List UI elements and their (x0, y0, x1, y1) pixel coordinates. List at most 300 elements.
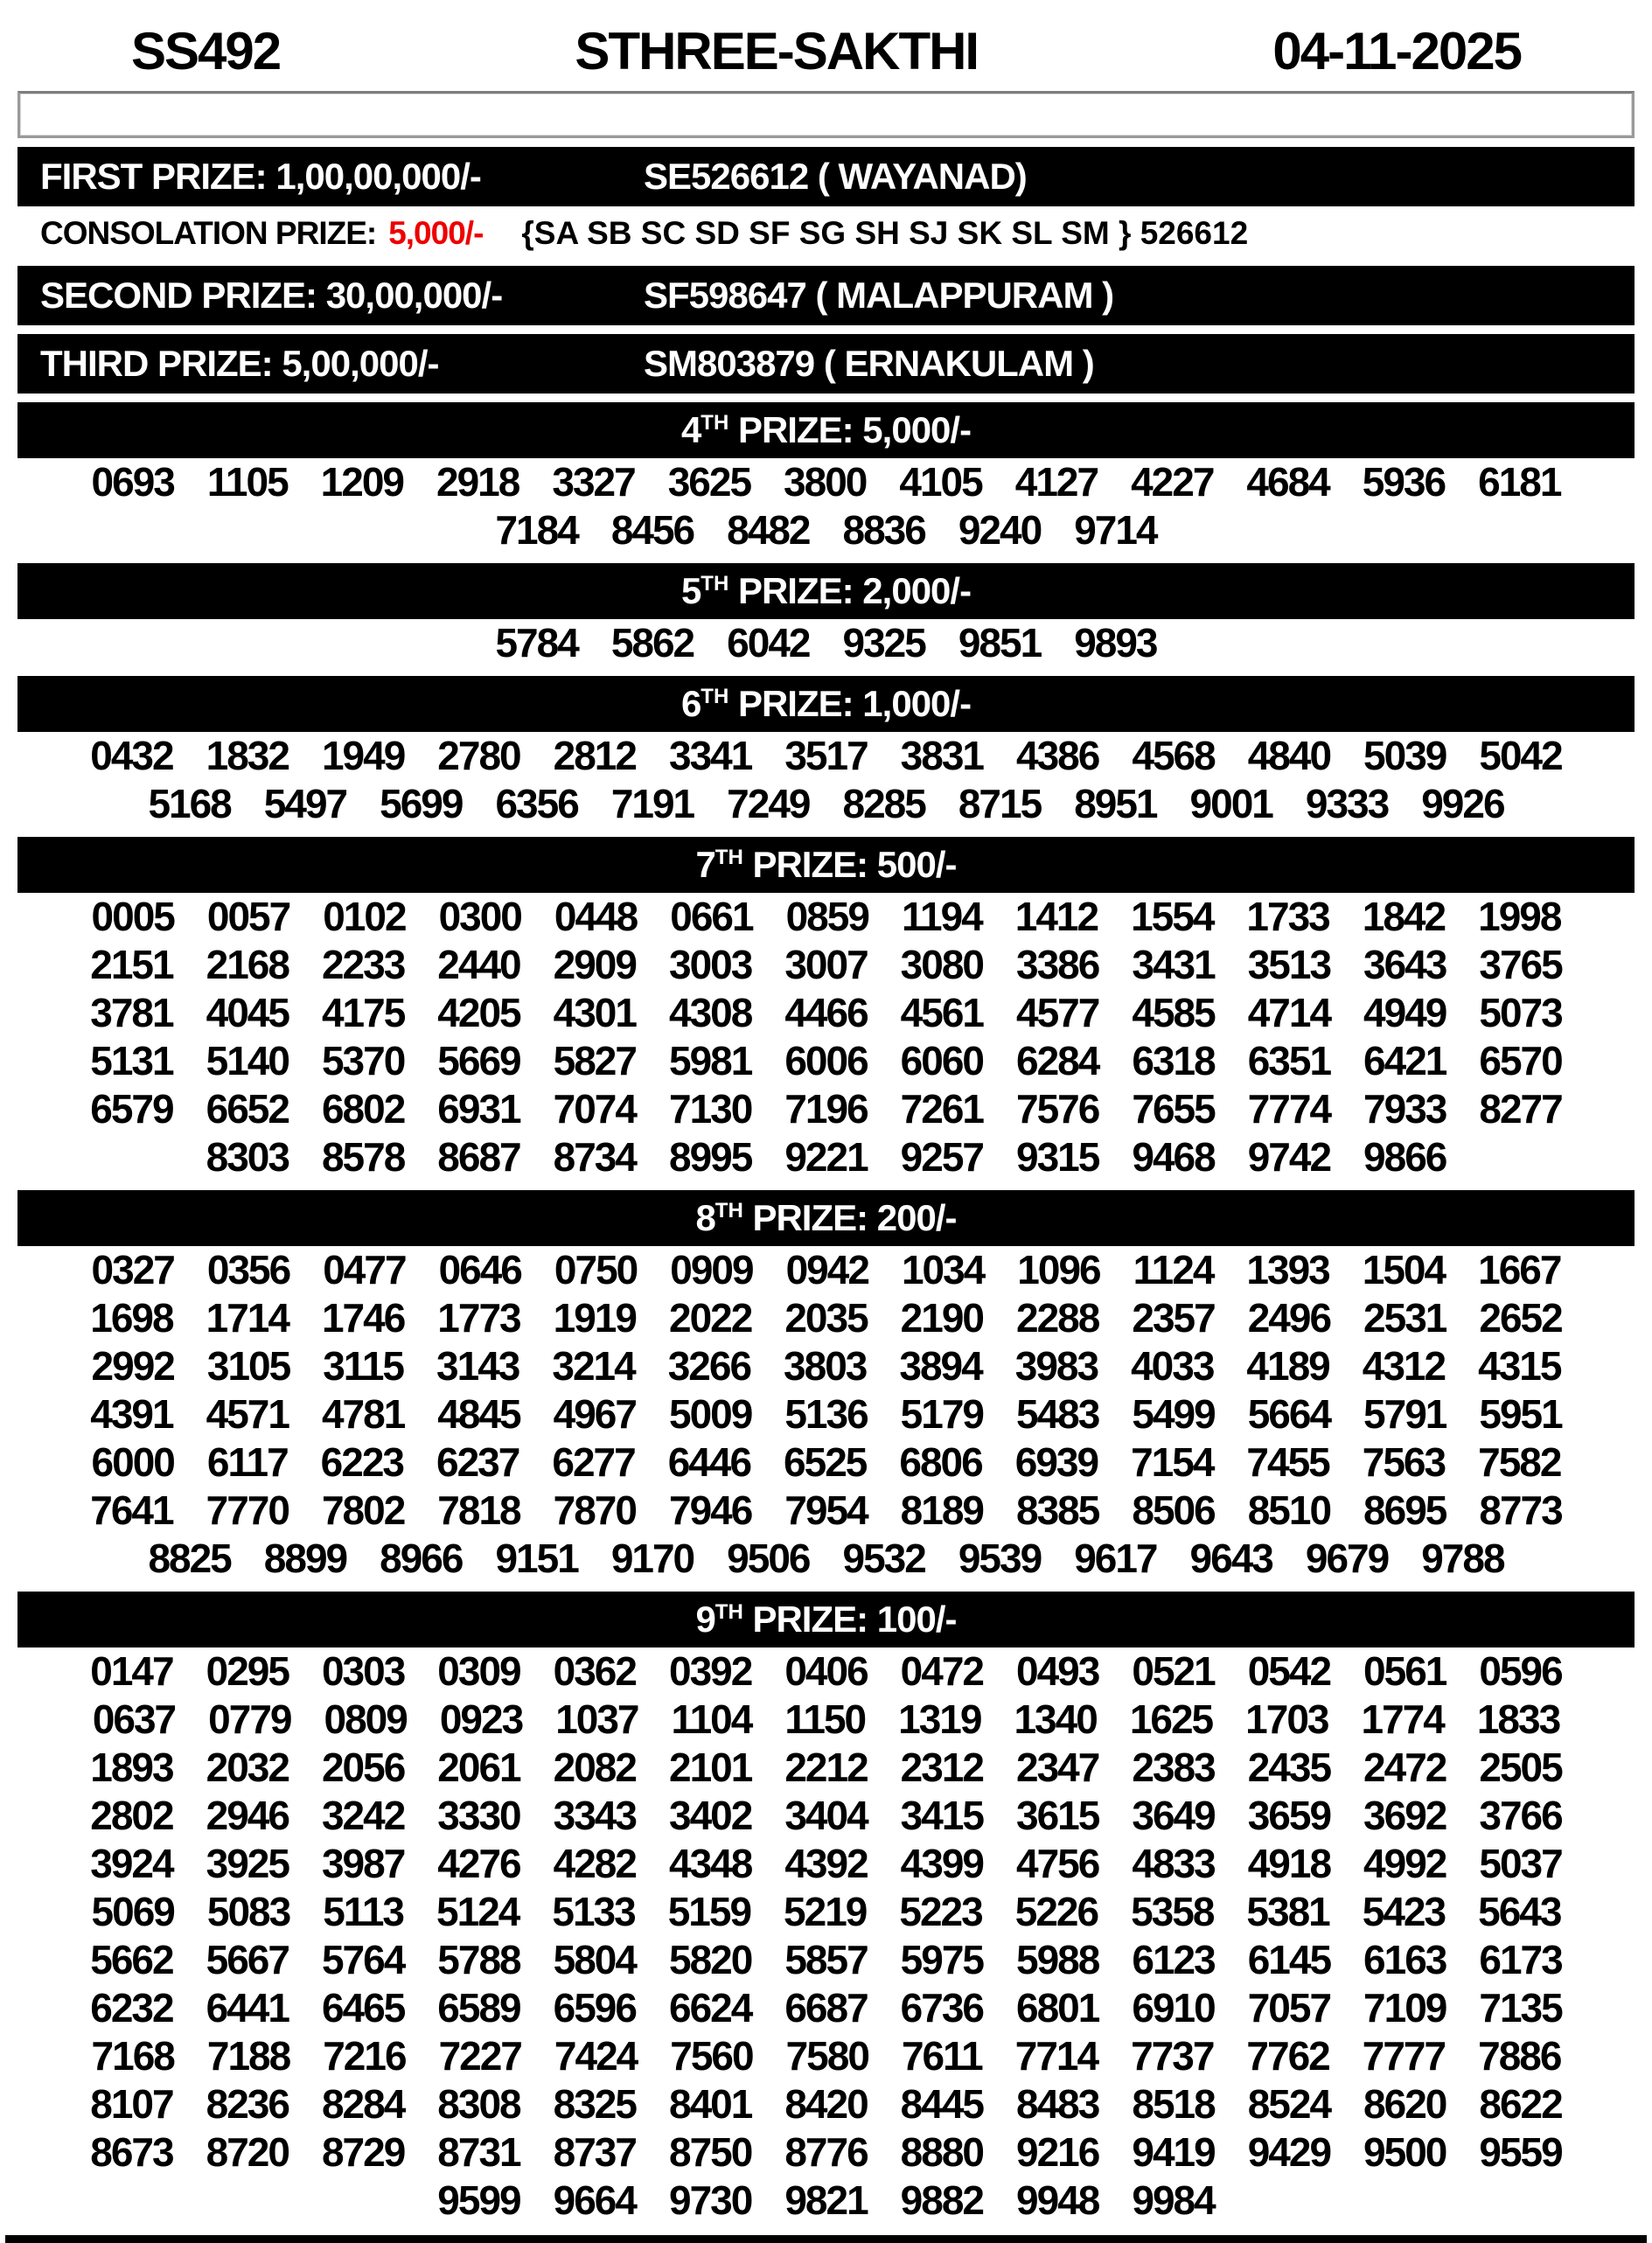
prize-number: 4571 (206, 1391, 289, 1437)
prize-number: 4585 (1132, 990, 1215, 1035)
prize-number: 7109 (1363, 1985, 1446, 2031)
prize-number: 7191 (610, 781, 694, 826)
prize-number: 6801 (1016, 1985, 1099, 2031)
prize-number: 8715 (958, 781, 1042, 826)
prize-number: 4127 (1014, 459, 1098, 505)
prize-number: 5370 (321, 1038, 405, 1083)
prize-number: 1034 (901, 1247, 985, 1292)
number-row (0, 2177, 1652, 2225)
prize-number: 6284 (1016, 1038, 1099, 1083)
prize-number: 3143 (436, 1343, 519, 1389)
prize-number: 2061 (437, 1745, 520, 1790)
prize-number: 5483 (1016, 1391, 1099, 1437)
prize-number: 3214 (552, 1343, 635, 1389)
prize-number: 6441 (206, 1985, 289, 2031)
prize-number: 3341 (668, 733, 752, 778)
tier-ordinal-suffix: TH (714, 1199, 743, 1223)
prize-number: 9617 (1074, 1536, 1157, 1581)
prize-number: 9643 (1189, 1536, 1272, 1581)
tier-header (17, 676, 1635, 732)
prize-number: 1949 (321, 733, 405, 778)
prize-number: 2652 (1479, 1295, 1562, 1341)
prize-number: 1625 (1129, 1696, 1213, 1742)
prize-number: 4840 (1247, 733, 1331, 778)
prize-number: 9221 (784, 1134, 868, 1180)
prize-number: 7074 (553, 1086, 636, 1132)
prize-number: 3649 (1132, 1793, 1215, 1838)
prize-number: 8776 (784, 2129, 868, 2175)
prize-number: 1037 (555, 1696, 638, 1742)
consolation-row (0, 206, 1652, 257)
prize-number: 4568 (1132, 733, 1215, 778)
prize-number: 4189 (1246, 1343, 1329, 1389)
prize-number: 5804 (553, 1937, 636, 1982)
tier-ordinal: 8 (695, 1197, 715, 1238)
prize-number: 5791 (1363, 1391, 1446, 1437)
prize-number: 8285 (842, 781, 925, 826)
prize-number: 6351 (1247, 1038, 1331, 1083)
tier-ordinal-suffix: TH (701, 572, 729, 596)
prize-number: 1319 (898, 1696, 981, 1742)
prize-number: 5083 (206, 1889, 290, 1934)
prize-number: 5497 (263, 781, 347, 826)
prize-number: 7196 (784, 1086, 868, 1132)
prize-number: 1340 (1014, 1696, 1097, 1742)
tier-label: PRIZE: 100/- (742, 1599, 957, 1640)
prize-number: 0472 (900, 1648, 984, 1694)
prize-number: 9866 (1363, 1134, 1446, 1180)
prize-number: 4315 (1478, 1343, 1561, 1389)
prize-number: 2056 (321, 1745, 405, 1790)
prize-number: 7714 (1014, 2033, 1098, 2079)
prize-number: 3003 (668, 942, 752, 987)
prize-number: 8836 (842, 507, 925, 553)
prize-number: 2780 (437, 733, 520, 778)
prize-number: 5136 (784, 1391, 868, 1437)
prize-number: 6939 (1014, 1439, 1098, 1485)
number-row (0, 1438, 1652, 1487)
prize-number: 1774 (1361, 1696, 1444, 1742)
prize-number: 1714 (206, 1295, 289, 1341)
prize-number: 8825 (148, 1536, 231, 1581)
prize-number: 7946 (668, 1487, 752, 1533)
prize-number: 9419 (1132, 2129, 1215, 2175)
prize-number: 0779 (208, 1696, 291, 1742)
prize-number: 9257 (900, 1134, 984, 1180)
prize-number: 1842 (1362, 894, 1446, 939)
prize-number: 2505 (1479, 1745, 1562, 1790)
prize-number: 7582 (1478, 1439, 1561, 1485)
prize-number: 6232 (90, 1985, 173, 2031)
number-row (0, 1840, 1652, 1888)
prize-number: 2946 (206, 1793, 289, 1838)
number-row (0, 1133, 1652, 1181)
number-row (0, 1792, 1652, 1840)
prize-number: 4227 (1131, 459, 1214, 505)
prize-number: 8483 (1016, 2081, 1099, 2127)
prize-number: 4756 (1016, 1841, 1099, 1886)
prize-number: 7563 (1362, 1439, 1446, 1485)
prize-number: 0561 (1363, 1648, 1446, 1694)
prize-number: 3615 (1016, 1793, 1099, 1838)
prize-number: 6910 (1132, 1985, 1215, 2031)
prize-number: 5131 (90, 1038, 173, 1083)
prize-number: 5223 (899, 1889, 982, 1934)
prize-number: 0493 (1016, 1648, 1099, 1694)
prize-number: 9539 (958, 1536, 1042, 1581)
prize-number: 5069 (91, 1889, 174, 1934)
prize-number: 1919 (553, 1295, 636, 1341)
prize-number: 0102 (323, 894, 406, 939)
tier-label: PRIZE: 1,000/- (728, 683, 972, 724)
prize-number: 1746 (321, 1295, 405, 1341)
prize-number: 7641 (90, 1487, 173, 1533)
prize-number: 6173 (1479, 1937, 1562, 1982)
prize-number: 2312 (900, 1745, 984, 1790)
prize-number: 4833 (1132, 1841, 1215, 1886)
number-row (0, 458, 1652, 506)
number-row (0, 506, 1652, 554)
prize-number: 8277 (1479, 1086, 1562, 1132)
prize-number: 1733 (1246, 894, 1329, 939)
second-prize-bar (17, 266, 1635, 325)
prize-number: 5784 (495, 620, 578, 665)
prize-number: 9821 (784, 2177, 868, 2223)
prize-number: 3987 (321, 1841, 405, 1886)
prize-number: 6624 (668, 1985, 752, 2031)
number-row (0, 1984, 1652, 2032)
prize-number: 5226 (1014, 1889, 1098, 1934)
number-row (0, 1342, 1652, 1390)
prize-number: 4967 (553, 1391, 636, 1437)
prize-number: 3402 (668, 1793, 752, 1838)
prize-number: 9948 (1016, 2177, 1099, 2223)
prize-number: 8620 (1363, 2081, 1446, 2127)
prize-number: 7886 (1478, 2033, 1561, 2079)
prize-number: 7802 (321, 1487, 405, 1533)
tier-header (17, 402, 1635, 458)
consolation-label: CONSOLATION PRIZE: (40, 215, 377, 251)
prize-number: 6223 (320, 1439, 404, 1485)
prize-number: 9882 (900, 2177, 984, 2223)
prize-number: 0637 (92, 1696, 176, 1742)
prize-number: 7818 (437, 1487, 520, 1533)
prize-number: 1194 (901, 894, 982, 939)
prize-number: 5124 (436, 1889, 519, 1934)
prize-number: 0362 (553, 1648, 636, 1694)
prize-number: 8737 (553, 2129, 636, 2175)
first-prize-ticket: SE526612 ( WAYANAD) (644, 156, 1027, 197)
lottery-title: STHREE-SAKTHI (575, 22, 979, 80)
prize-number: 6596 (553, 1985, 636, 2031)
prize-number: 0057 (206, 894, 290, 939)
prize-number: 1698 (90, 1295, 173, 1341)
prize-number: 0542 (1247, 1648, 1331, 1694)
prize-number: 0392 (668, 1648, 752, 1694)
prize-number: 6802 (321, 1086, 405, 1132)
tier-header (17, 837, 1635, 893)
prize-number: 5037 (1479, 1841, 1562, 1886)
prize-number: 6446 (667, 1439, 751, 1485)
prize-number: 5009 (668, 1391, 752, 1437)
prize-number: 2812 (553, 733, 636, 778)
tier-label: PRIZE: 5,000/- (728, 409, 972, 450)
prize-number: 5951 (1479, 1391, 1562, 1437)
prize-number: 2212 (784, 1745, 868, 1790)
prize-number: 2035 (784, 1295, 868, 1341)
prize-number: 4386 (1016, 733, 1099, 778)
prize-number: 3330 (437, 1793, 520, 1838)
prize-number: 8456 (610, 507, 694, 553)
tier-ordinal: 4 (680, 409, 701, 450)
prize-number: 4918 (1247, 1841, 1331, 1886)
empty-marquee-box (17, 91, 1635, 138)
prize-number: 4684 (1246, 459, 1329, 505)
prize-number: 9599 (437, 2177, 520, 2223)
prize-number: 2190 (900, 1295, 984, 1341)
prize-number: 7560 (670, 2033, 753, 2079)
number-row (0, 1390, 1652, 1438)
prize-number: 6000 (91, 1439, 174, 1485)
prize-number: 9851 (958, 620, 1042, 665)
prize-number: 7135 (1479, 1985, 1562, 2031)
prize-number: 6060 (900, 1038, 984, 1083)
prize-number: 3894 (899, 1343, 982, 1389)
prize-number: 3766 (1479, 1793, 1562, 1838)
prize-number: 8524 (1247, 2081, 1331, 2127)
prize-number: 2992 (91, 1343, 174, 1389)
second-prize-ticket: SF598647 ( MALAPPURAM ) (644, 275, 1114, 316)
prize-number: 5381 (1246, 1889, 1329, 1934)
prize-number: 8518 (1132, 2081, 1215, 2127)
prize-number: 2918 (436, 459, 519, 505)
bottom-rule (5, 2235, 1647, 2243)
prize-number: 4399 (900, 1841, 984, 1886)
prize-number: 3105 (206, 1343, 290, 1389)
prize-number: 7216 (323, 2033, 406, 2079)
prize-number: 3327 (552, 459, 635, 505)
prize-number: 2496 (1247, 1295, 1331, 1341)
prize-number: 2032 (206, 1745, 289, 1790)
draw-number: SS492 (131, 22, 281, 80)
prize-number: 7249 (727, 781, 810, 826)
prize-number: 7227 (438, 2033, 521, 2079)
prize-number: 0448 (554, 894, 638, 939)
prize-tier-8th (0, 1190, 1652, 1583)
prize-number: 0693 (91, 459, 174, 505)
prize-number: 5219 (784, 1889, 867, 1934)
prize-number: 3404 (784, 1793, 868, 1838)
prize-number: 8673 (90, 2129, 173, 2175)
prize-number: 0005 (91, 894, 174, 939)
prize-number: 5140 (206, 1038, 289, 1083)
first-prize-bar (17, 147, 1635, 206)
prize-number: 5862 (610, 620, 694, 665)
prize-number: 8284 (321, 2081, 405, 2127)
prize-number: 1150 (784, 1696, 866, 1742)
prize-number: 6123 (1132, 1937, 1215, 1982)
prize-number: 2101 (668, 1745, 752, 1790)
prize-number: 0661 (670, 894, 753, 939)
prize-number: 8899 (263, 1536, 347, 1581)
prize-number: 6525 (784, 1439, 867, 1485)
third-prize-bar (17, 334, 1635, 394)
prize-number: 0596 (1479, 1648, 1562, 1694)
prize-number: 2472 (1363, 1745, 1446, 1790)
prize-number: 8420 (784, 2081, 868, 2127)
prize-number: 0327 (91, 1247, 174, 1292)
prize-number: 2531 (1363, 1295, 1446, 1341)
prize-number: 7870 (553, 1487, 636, 1533)
prize-number: 4282 (553, 1841, 636, 1886)
prize-number: 2802 (90, 1793, 173, 1838)
prize-number: 7424 (554, 2033, 638, 2079)
prize-number: 9559 (1479, 2129, 1562, 2175)
prize-number: 3800 (784, 459, 867, 505)
prize-number: 3431 (1132, 942, 1215, 987)
prize-number: 0477 (323, 1247, 406, 1292)
prize-number: 6652 (206, 1086, 289, 1132)
tier-ordinal: 6 (680, 683, 701, 724)
prize-number: 6931 (437, 1086, 520, 1132)
number-row (0, 989, 1652, 1037)
prize-number: 7261 (900, 1086, 984, 1132)
prize-number: 2347 (1016, 1745, 1099, 1790)
prize-tier-9th (0, 1592, 1652, 2225)
prize-number: 8385 (1016, 1487, 1099, 1533)
prize-number: 0909 (670, 1247, 753, 1292)
prize-number: 4205 (437, 990, 520, 1035)
prize-number: 2022 (668, 1295, 752, 1341)
prize-number: 4312 (1362, 1343, 1446, 1389)
prize-number: 6277 (552, 1439, 635, 1485)
prize-number: 3080 (900, 942, 984, 987)
prize-number: 5988 (1016, 1937, 1099, 1982)
number-row (0, 1037, 1652, 1085)
draw-date: 04-11-2025 (1272, 22, 1521, 80)
prize-number: 8720 (206, 2129, 289, 2175)
prize-number: 9500 (1363, 2129, 1446, 2175)
prize-number: 6570 (1479, 1038, 1562, 1083)
prize-number: 5423 (1362, 1889, 1446, 1934)
tier-header (17, 563, 1635, 619)
prize-number: 7774 (1247, 1086, 1331, 1132)
prize-number: 8401 (668, 2081, 752, 2127)
prize-number: 5764 (321, 1937, 405, 1982)
prize-number: 3513 (1247, 942, 1331, 987)
tier-label: PRIZE: 2,000/- (728, 570, 972, 611)
number-row (0, 1888, 1652, 1936)
prize-number: 4392 (784, 1841, 868, 1886)
prize-number: 6145 (1247, 1937, 1331, 1982)
prize-number: 7188 (206, 2033, 290, 2079)
prize-number: 7933 (1363, 1086, 1446, 1132)
prize-number: 3625 (667, 459, 751, 505)
prize-number: 1124 (1133, 1247, 1214, 1292)
prize-number: 9333 (1305, 781, 1389, 826)
prize-tiers (0, 402, 1652, 2225)
prize-number: 6237 (436, 1439, 519, 1485)
prize-number: 7655 (1132, 1086, 1215, 1132)
prize-number: 9240 (958, 507, 1042, 553)
number-row (0, 732, 1652, 780)
prize-number: 0859 (785, 894, 868, 939)
prize-number: 1096 (1017, 1247, 1100, 1292)
prize-number: 0356 (206, 1247, 290, 1292)
prize-number: 2168 (206, 942, 289, 987)
prize-number: 8687 (437, 1134, 520, 1180)
prize-number: 7770 (206, 1487, 289, 1533)
prize-number: 9506 (727, 1536, 810, 1581)
prize-number: 1833 (1476, 1696, 1560, 1742)
prize-number: 8773 (1479, 1487, 1562, 1533)
prize-number: 6181 (1478, 459, 1561, 505)
number-row (0, 1936, 1652, 1984)
prize-number: 5820 (668, 1937, 752, 1982)
prize-number: 3781 (90, 990, 173, 1035)
prize-number: 5073 (1479, 990, 1562, 1035)
prize-number: 3831 (900, 733, 984, 778)
page-header (0, 0, 1652, 86)
prize-number: 9151 (495, 1536, 578, 1581)
prize-number: 8189 (900, 1487, 984, 1533)
prize-number: 5662 (90, 1937, 173, 1982)
prize-number: 8995 (668, 1134, 752, 1180)
prize-number: 9679 (1305, 1536, 1389, 1581)
prize-number: 8107 (90, 2081, 173, 2127)
number-row (0, 780, 1652, 828)
prize-tier-5th (0, 563, 1652, 667)
first-prize-label: FIRST PRIZE: 1,00,00,000/- (40, 156, 481, 197)
prize-number: 0942 (785, 1247, 868, 1292)
prize-number: 3803 (784, 1343, 867, 1389)
prize-number: 9468 (1132, 1134, 1215, 1180)
third-prize-ticket: SM803879 ( ERNAKULAM ) (644, 343, 1094, 384)
prize-number: 7576 (1016, 1086, 1099, 1132)
prize-number: 8695 (1363, 1487, 1446, 1533)
prize-number: 6163 (1363, 1937, 1446, 1982)
prize-number: 4577 (1016, 990, 1099, 1035)
prize-number: 4992 (1363, 1841, 1446, 1886)
prize-number: 3925 (206, 1841, 289, 1886)
prize-number: 9001 (1189, 781, 1272, 826)
prize-number: 5499 (1132, 1391, 1215, 1437)
prize-number: 3415 (900, 1793, 984, 1838)
prize-number: 3242 (321, 1793, 405, 1838)
number-row (0, 2080, 1652, 2128)
third-prize-label: THIRD PRIZE: 5,00,000/- (40, 343, 439, 384)
prize-number: 6117 (206, 1439, 288, 1485)
prize-number: 3007 (784, 942, 868, 987)
prize-number: 8510 (1247, 1487, 1331, 1533)
prize-number: 5669 (437, 1038, 520, 1083)
prize-number: 5358 (1131, 1889, 1214, 1934)
prize-number: 9664 (553, 2177, 636, 2223)
prize-number: 6042 (727, 620, 810, 665)
number-row (0, 1744, 1652, 1792)
prize-number: 9532 (842, 1536, 925, 1581)
prize-number: 4781 (321, 1391, 405, 1437)
consolation-amount: 5,000/- (388, 215, 484, 251)
prize-number: 9216 (1016, 2129, 1099, 2175)
prize-number: 9429 (1247, 2129, 1331, 2175)
prize-number: 9325 (842, 620, 925, 665)
prize-number: 6356 (495, 781, 578, 826)
prize-number: 4348 (668, 1841, 752, 1886)
prize-number: 3266 (667, 1343, 751, 1389)
prize-number: 0295 (206, 1648, 289, 1694)
prize-number: 0300 (438, 894, 521, 939)
